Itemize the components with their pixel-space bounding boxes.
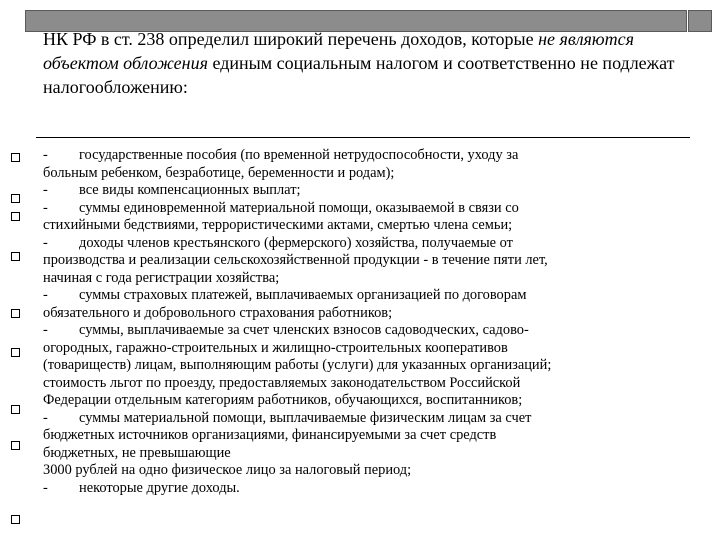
list-line-text: 3000 рублей на одно физическое лицо за налоговый период; [43, 462, 412, 478]
square-bullet-icon [11, 194, 20, 203]
list-line-text: суммы страховых платежей, выплачиваемых организацией по договорам [79, 287, 527, 303]
list-line [43, 392, 693, 410]
list-line-text: производства и реализации сельскохозяйственной продукции - в течение пяти лет, [43, 252, 548, 268]
dash-marker: - [43, 287, 48, 303]
square-bullet-icon [11, 309, 20, 318]
list-line [43, 182, 693, 200]
heading-part-1: НК РФ в ст. 238 определил широкий перечень доходов, которые [43, 29, 539, 49]
list-line-text: государственные пособия (по временной нетрудоспособности, уходу за [79, 147, 519, 163]
list-line-text: некоторые другие доходы. [79, 479, 240, 496]
slide-heading [43, 27, 683, 99]
square-bullet-icon [11, 405, 20, 414]
dash-marker: - [43, 182, 48, 198]
list-line [43, 200, 693, 218]
list-line-text: суммы, выплачиваемые за счет членских взносов садоводческих, садово- [79, 322, 529, 338]
list-line-text: начиная с года регистрации хозяйства; [43, 269, 280, 286]
dash-marker: - [43, 479, 48, 496]
list-line [43, 270, 693, 288]
list-line [43, 375, 693, 393]
list-line [43, 357, 693, 375]
list-line [43, 165, 693, 183]
list-line-text: больным ребенком, безработице, беременности и родам); [43, 164, 395, 181]
list-line-text: Федерации отдельным категориям работников, обучающихся, воспитанников; [43, 392, 523, 408]
square-bullet-icon [11, 441, 20, 450]
dash-marker: - [43, 322, 48, 338]
list-line [43, 147, 693, 165]
list-line-text: бюджетных источников организациями, финансируемыми за счет средств [43, 427, 497, 443]
corner-box [688, 10, 712, 32]
income-list [43, 147, 693, 497]
list-line [43, 235, 693, 253]
list-line [43, 322, 693, 340]
square-bullet-icon [11, 348, 20, 357]
list-line [43, 217, 693, 235]
divider-line [36, 137, 690, 138]
list-line [43, 340, 693, 358]
list-line [43, 445, 693, 463]
list-line-text: стихийными бедствиями, террористическими актами, смертью члена семьи; [43, 217, 513, 233]
list-line-text: огородных, гаражно-строительных и жилищно-строительных кооперативов [43, 339, 508, 356]
list-line [43, 427, 693, 445]
list-line-text: доходы членов крестьянского (фермерского) хозяйства, получаемые от [79, 234, 513, 251]
heading-part-3: единым социальным налогом и соответственно не подлежат налогообложению: [43, 53, 675, 97]
list-line [43, 480, 693, 498]
list-line-text: суммы единовременной материальной помощи, оказываемой в связи со [79, 199, 519, 216]
list-line [43, 410, 693, 428]
list-line [43, 462, 693, 480]
square-bullet-icon [11, 515, 20, 524]
list-line [43, 252, 693, 270]
dash-marker: - [43, 234, 48, 251]
dash-marker: - [43, 409, 48, 426]
list-line-text: обязательного и добровольного страхования работников; [43, 304, 393, 321]
square-bullet-icon [11, 153, 20, 162]
list-line-text: стоимость льгот по проезду, предоставляемых законодательством Российской [43, 374, 521, 391]
square-bullet-icon [11, 252, 20, 261]
list-line-text: бюджетных, не превышающие [43, 444, 231, 461]
dash-marker: - [43, 147, 48, 163]
dash-marker: - [43, 199, 48, 216]
list-line-text: (товариществ) лицам, выполняющим работы (услуги) для указанных организаций; [43, 357, 552, 373]
list-line-text: все виды компенсационных выплат; [79, 182, 301, 198]
list-line [43, 287, 693, 305]
heading-italic: не являются объектом обложения [43, 29, 634, 73]
square-bullet-icon [11, 212, 20, 221]
list-line-text: суммы материальной помощи, выплачиваемые физическим лицам за счет [79, 409, 532, 426]
list-line [43, 305, 693, 323]
